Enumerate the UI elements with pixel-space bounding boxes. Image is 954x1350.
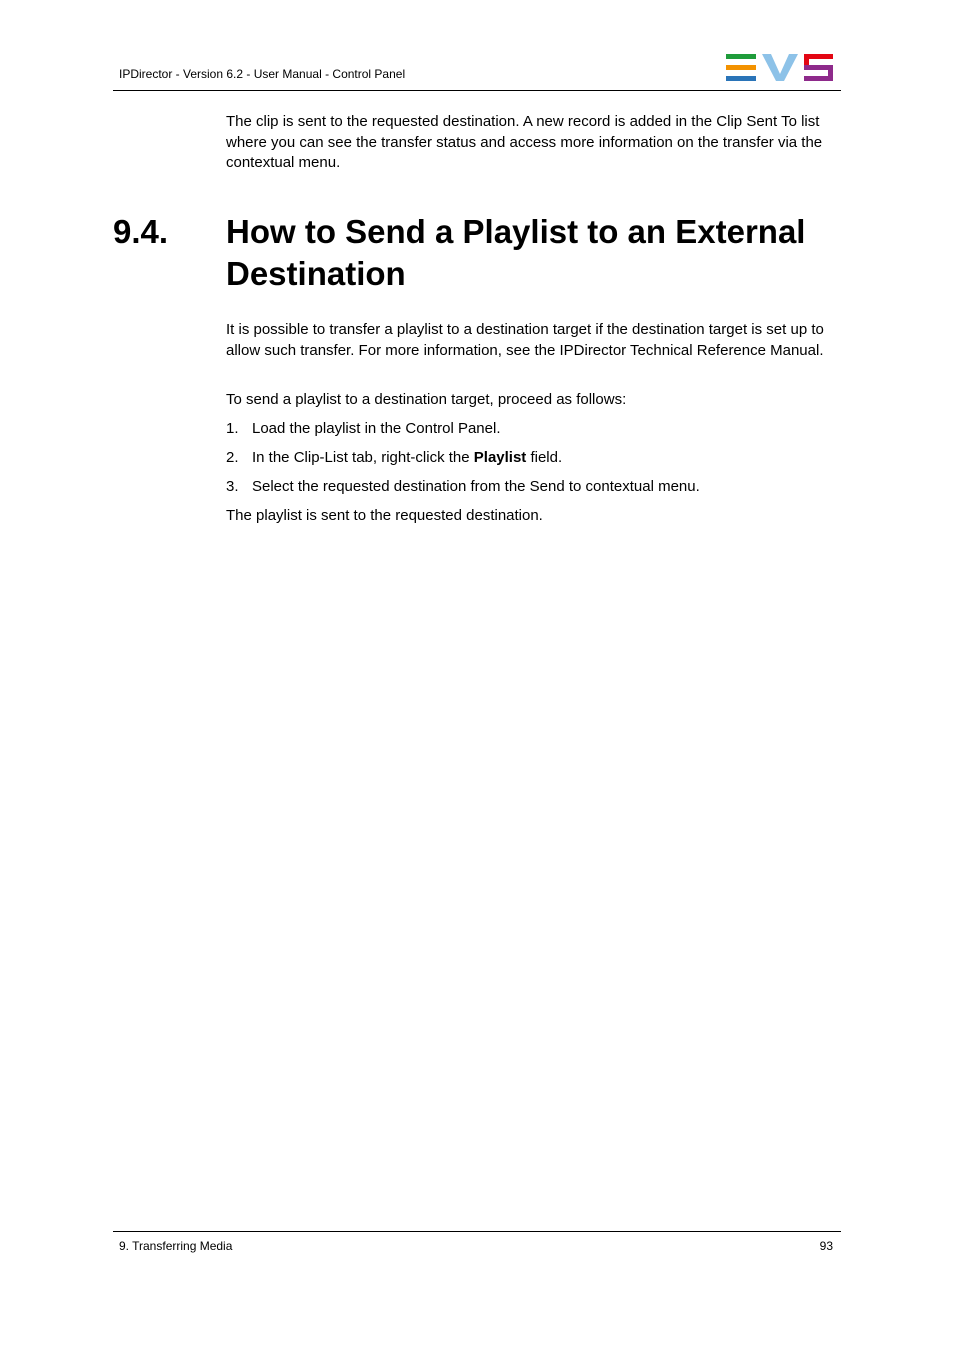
step-number: 1. <box>226 420 239 437</box>
logo-e-bar-top <box>726 54 756 59</box>
logo-e-bar-middle <box>726 65 756 70</box>
step-number: 3. <box>226 478 239 495</box>
step-text: Select the requested destination from the Send to contextual menu. <box>252 478 700 495</box>
logo-s-bottom <box>804 76 833 81</box>
section-paragraph-1: It is possible to transfer a playlist to a destination target if the destination target is set up to allow such transfer. For more information, see the IPDirector Technical Reference Manual. <box>226 321 824 359</box>
section-number: 9.4. <box>113 213 169 250</box>
logo-e-bar-bottom <box>726 76 756 81</box>
section-paragraph-2: To send a playlist to a destination target, proceed as follows: <box>226 391 627 408</box>
running-header: IPDirector - Version 6.2 - User Manual - Control Panel <box>119 67 406 81</box>
logo-v <box>762 54 798 81</box>
page-number: 93 <box>819 1239 833 1253</box>
evs-logo <box>726 54 834 82</box>
header-divider <box>113 90 841 91</box>
playlist-field-name: Playlist <box>473 449 527 466</box>
footer-chapter: 9. Transferring Media <box>119 1239 233 1253</box>
step-text-after: field. <box>526 449 563 466</box>
conclusion-paragraph: The playlist is sent to the requested destination. <box>226 507 543 524</box>
section-title: How to Send a Playlist to an External Destination <box>226 213 806 292</box>
step-text: Load the playlist in the Control Panel. <box>252 420 501 437</box>
step-text <box>252 448 562 469</box>
footer-divider <box>113 1231 841 1232</box>
step-number: 2. <box>226 449 239 466</box>
intro-paragraph: The clip is sent to the requested destination. A new record is added in the Clip Sent To list where you can see the transfer status and access more information on the transfer via the contextual menu. <box>226 113 823 171</box>
step-text-before: In the Clip-List tab, right-click the <box>252 449 474 466</box>
